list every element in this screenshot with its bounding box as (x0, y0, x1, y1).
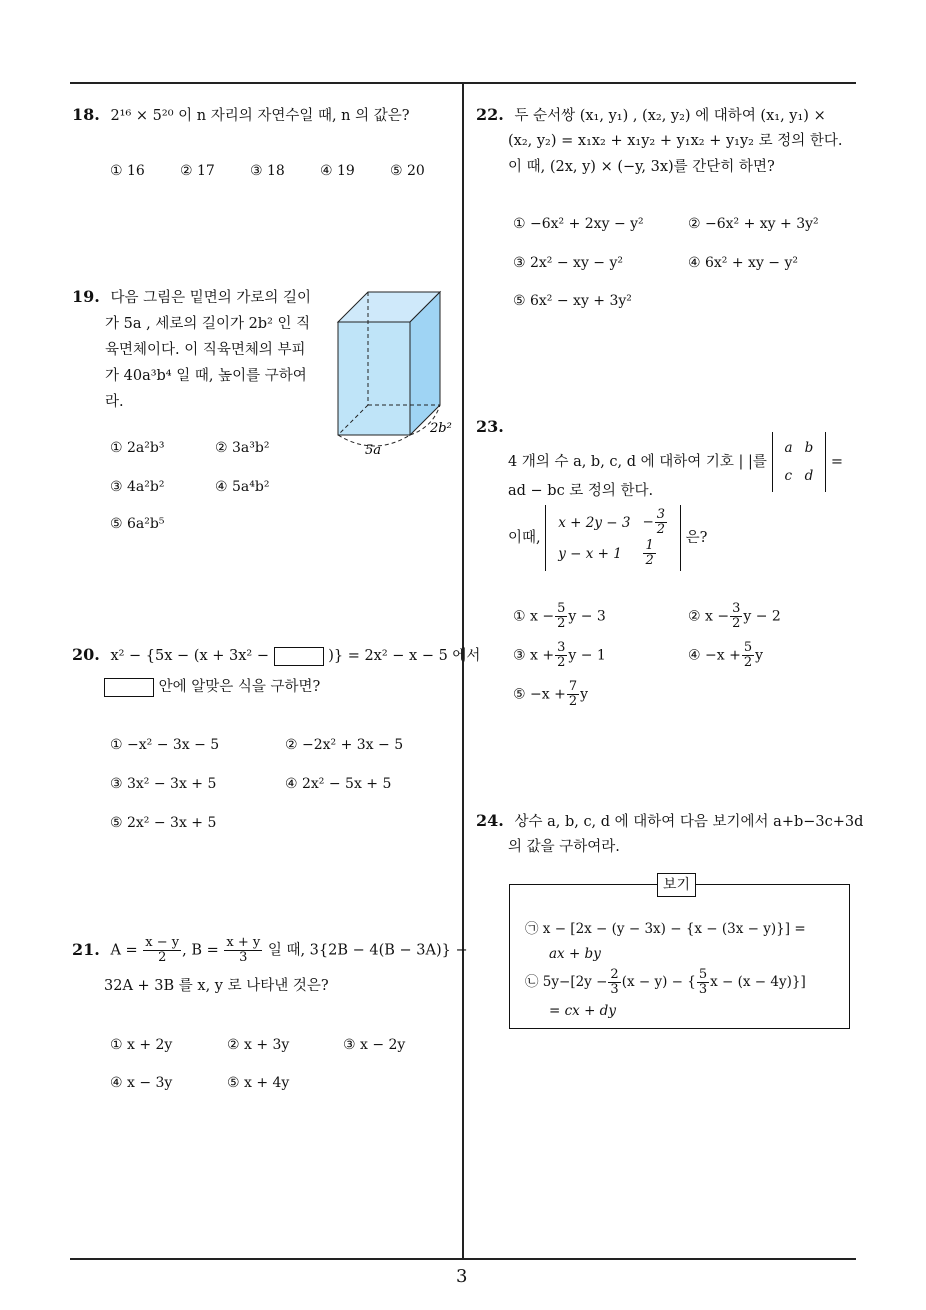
question-23-line1: 4 개의 수 a, b, c, d 에 대하여 기호 | |를 a b c d = (508, 432, 843, 492)
question-line: 육면체이다. 이 직육면체의 부피 (105, 342, 306, 358)
option-1[interactable]: ① −6x² + 2xy − y² (513, 216, 644, 232)
option-1[interactable]: ① 2a²b³ (110, 440, 165, 456)
question-22-line3: 이 때, (2x, y) × (−y, 3x)를 간단히 하면? (508, 159, 775, 175)
question-24 (476, 808, 863, 835)
option-3[interactable]: ③ x − 2y (343, 1037, 406, 1053)
question-24-line2: 의 값을 구하여라. (508, 839, 620, 855)
determinant-expression: x + 2y − 3 − $\frac{3}{2}$ y − x + 1 $\frac{1}{2}$ (545, 505, 681, 571)
question-number: 20. (72, 645, 100, 664)
question-number: 19. (72, 287, 100, 306)
question-line: 가 40a³b⁴ 일 때, 높이를 구하여 (105, 368, 307, 384)
option-2[interactable]: ② −2x² + 3x − 5 (285, 737, 404, 753)
determinant-symbol: a b c d (772, 432, 827, 492)
option-4[interactable]: ④ 19 (320, 163, 355, 179)
example-item-2: ㉡ 5y−[2y − $\frac{2}{3}$ (x − y) − { $\frac{5}{3}$ x − (x − 4y)}] (525, 967, 806, 997)
option-1[interactable]: ① x + 2y (110, 1037, 173, 1053)
option-4[interactable]: ④ 6x² + xy − y² (688, 255, 799, 271)
option-2[interactable]: ② 17 (180, 163, 215, 179)
depth-label: 2b² (430, 421, 452, 436)
option-5[interactable]: ⑤ 2x² − 3x + 5 (110, 815, 217, 831)
question-20-line2 (104, 674, 320, 700)
option-4[interactable]: ④ 5a⁴b² (215, 479, 270, 495)
column-divider (462, 82, 464, 1260)
question-18 (72, 102, 410, 129)
blank-box (104, 678, 154, 697)
option-4[interactable]: ④ 2x² − 5x + 5 (285, 776, 392, 792)
question-number: 18. (72, 105, 100, 124)
question-22-line2: (x₂, y₂) = x₁x₂ + x₁y₂ + y₁x₂ + y₁y₂ 로 정의 한다. (508, 133, 843, 149)
option-3[interactable]: ③ x + $\frac{3}{2}$ y − 1 (513, 640, 606, 670)
option-2[interactable]: ② x + 3y (227, 1037, 290, 1053)
option-5[interactable]: ⑤ 20 (390, 163, 425, 179)
width-label: 5a (365, 443, 382, 458)
blank-box (274, 647, 324, 666)
example-box-title: 보기 (657, 873, 696, 897)
option-3[interactable]: ③ 3x² − 3x + 5 (110, 776, 217, 792)
option-5[interactable]: ⑤ x + 4y (227, 1075, 290, 1091)
question-21-line2: 32A + 3B 를 x, y 로 나타낸 것은? (104, 978, 329, 994)
question-number: 24. (476, 811, 504, 830)
question-line: 라. (105, 394, 124, 410)
question-20 (72, 642, 480, 669)
option-4[interactable]: ④ x − 3y (110, 1075, 173, 1091)
question-number: 22. (476, 105, 504, 124)
question-23-line2: ad − bc 로 정의 한다. (508, 483, 654, 499)
expression-left: x² − {5x − (x + 3x² − (110, 648, 269, 664)
question-number: 21. (72, 939, 100, 959)
question-19 (72, 284, 322, 415)
b-label: , B = (182, 942, 219, 959)
bottom-rule (70, 1258, 856, 1260)
option-5[interactable]: ⑤ −x + $\frac{7}{2}$ y (513, 679, 589, 709)
question-line: 다음 그림은 밑면의 가로의 길이 (110, 290, 311, 306)
question-text: 안에 알맞은 식을 구하면? (158, 679, 321, 695)
question-line: 두 순서쌍 (x₁, y₁) , (x₂, y₂) 에 대하여 (x₁, y₁) × (514, 108, 826, 124)
question-21 (72, 936, 468, 965)
option-2[interactable]: ② −6x² + xy + 3y² (688, 216, 819, 232)
fraction-b: $\frac{x + y}{3}$ (226, 935, 261, 965)
question-22 (476, 102, 826, 129)
page-number: 3 (456, 1266, 468, 1287)
fraction-a: $\frac{x - y}{2}$ (145, 935, 180, 965)
option-5[interactable]: ⑤ 6x² − xy + 3y² (513, 293, 632, 309)
question-23-line3: 이때, x + 2y − 3 − $\frac{3}{2}$ y − x + 1 $\frac{1}{2}$ 은? (508, 505, 707, 571)
cuboid-figure (330, 285, 460, 460)
a-label: A = (110, 942, 138, 959)
option-3[interactable]: ③ 2x² − xy − y² (513, 255, 624, 271)
expression-tail: 일 때, 3{2B − 4(B − 3A)} − (267, 942, 468, 959)
option-4[interactable]: ④ −x + $\frac{5}{2}$ y (688, 640, 764, 670)
option-3[interactable]: ③ 4a²b² (110, 479, 165, 495)
option-3[interactable]: ③ 18 (250, 163, 285, 179)
expression-right: )} = 2x² − x − 5 에서 (328, 648, 481, 664)
option-1[interactable]: ① x − $\frac{5}{2}$ y − 3 (513, 601, 606, 631)
question-23-number: 23. (476, 417, 504, 436)
example-item-1: ㉠ x − [2x − (y − 3x) − {x − (3x − y)}] = (525, 921, 806, 937)
question-text: 2¹⁶ × 5²⁰ 이 n 자리의 자연수일 때, n 의 값은? (110, 108, 410, 124)
option-2[interactable]: ② x − $\frac{3}{2}$ y − 2 (688, 601, 781, 631)
question-line: 상수 a, b, c, d 에 대하여 다음 보기에서 a+b−3c+3d (514, 814, 864, 830)
option-2[interactable]: ② 3a³b² (215, 440, 270, 456)
example-item-2-line2: = cx + dy (549, 1003, 616, 1019)
option-1[interactable]: ① 16 (110, 163, 145, 179)
option-1[interactable]: ① −x² − 3x − 5 (110, 737, 220, 753)
example-item-1-line2: ax + by (549, 946, 601, 962)
option-5[interactable]: ⑤ 6a²b⁵ (110, 516, 165, 532)
question-line: 가 5a , 세로의 길이가 2b² 인 직 (105, 316, 311, 332)
